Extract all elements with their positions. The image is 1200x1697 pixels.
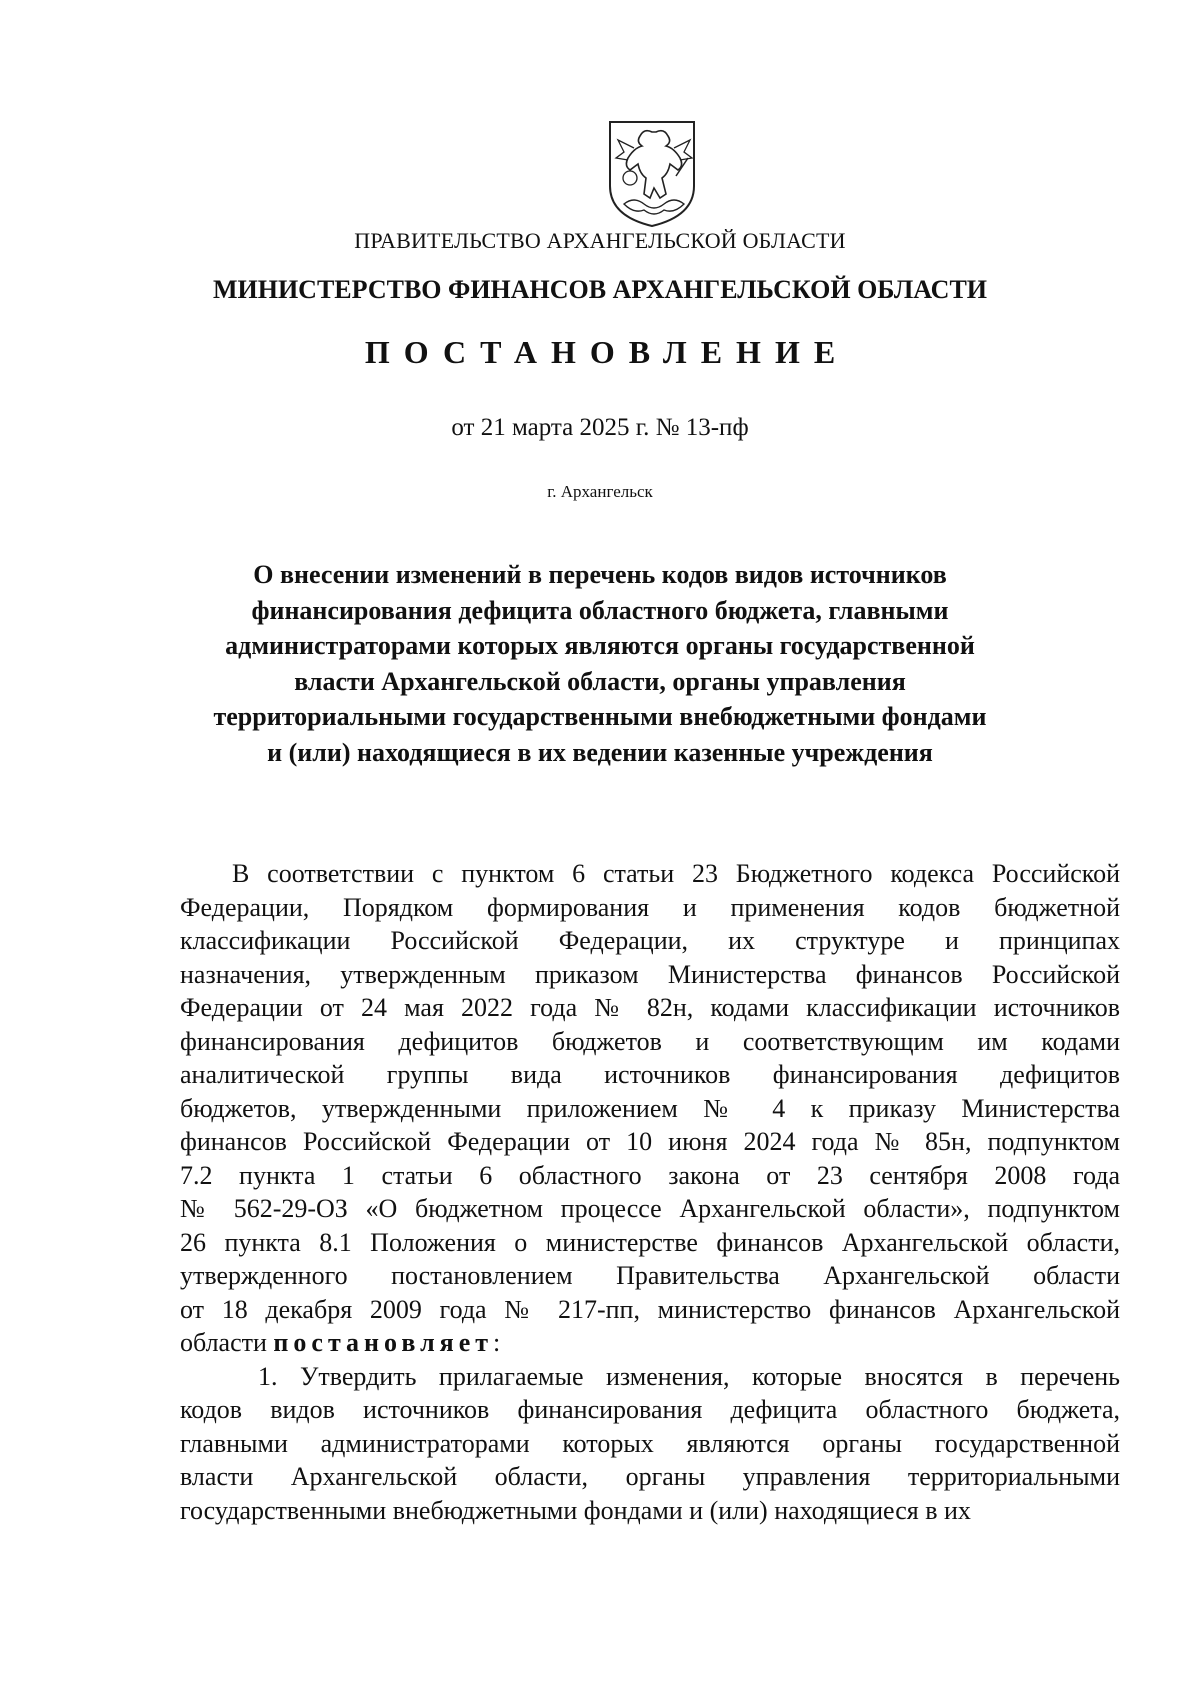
item-line: главными администраторами которых являются органы государственной <box>180 1428 1120 1458</box>
body-line: № 562-29-ОЗ «О бюджетном процессе Архангельской области», подпунктом <box>180 1194 1120 1223</box>
body-line: утвержденного постановлением Правительства Архангельской области <box>180 1261 1120 1290</box>
title-line: и (или) находящиеся в их ведении казенные учреждения <box>267 737 933 767</box>
title-line: территориальными государственными внебюджетными фондами <box>213 702 987 731</box>
document-type: ПОСТАНОВЛЕНИЕ <box>364 334 850 370</box>
body-line: В соответствии с пунктом 6 статьи 23 Бюджетного кодекса Российской <box>232 859 1120 888</box>
title-line: О внесении изменений в перечень кодов видов источников <box>253 560 947 589</box>
body-line: аналитической группы вида источников финансирования дефицитов <box>180 1060 1120 1089</box>
item-line: государственными внебюджетными фондами и (или) находящиеся в их <box>180 1495 971 1525</box>
government-name: ПРАВИТЕЛЬСТВО АРХАНГЕЛЬСКОЙ ОБЛАСТИ <box>354 228 846 253</box>
item-line: 1. Утвердить прилагаемые изменения, которые вносятся в перечень <box>258 1361 1120 1391</box>
document-city: г. Архангельск <box>547 482 653 501</box>
body-line: бюджетов, утвержденными приложением № 4 к приказу Министерства <box>180 1093 1120 1123</box>
resolve-line <box>180 1326 1120 1360</box>
title-line: финансирования дефицита областного бюджета, главными <box>251 595 949 625</box>
resolve-word: постановляет <box>273 1328 494 1357</box>
title-line: власти Архангельской области, органы управления <box>294 666 906 696</box>
body-line: Федерации, Порядком формирования и применения кодов бюджетной <box>180 892 1120 922</box>
item-line: власти Архангельской области, органы управления территориальными <box>180 1462 1120 1491</box>
body-line: финансирования дефицитов бюджетов и соответствующим им кодами <box>180 1026 1120 1056</box>
body-line: классификации Российской Федерации, их структуре и принципах <box>180 926 1120 955</box>
document-date-number: от 21 марта 2025 г. № 13-пф <box>451 414 749 441</box>
title-line: администраторами которых являются органы государственной <box>225 631 975 660</box>
document-title <box>190 557 1010 770</box>
item-line: кодов видов источников финансирования дефицита областного бюджета, <box>180 1395 1120 1424</box>
body-line: финансов Российской Федерации от 10 июня 2024 года № 85н, подпунктом <box>180 1127 1120 1156</box>
coat-of-arms-emblem <box>604 118 700 230</box>
resolve-suffix: : <box>493 1328 501 1357</box>
body-line: от 18 декабря 2009 года № 217-пп, министерство финансов Архангельской <box>180 1294 1120 1324</box>
document-body <box>180 857 1120 1527</box>
body-line: Федерации от 24 мая 2022 года № 82н, кодами классификации источников <box>180 993 1120 1022</box>
body-line: 26 пункта 8.1 Положения о министерстве финансов Архангельской области, <box>180 1227 1120 1257</box>
resolve-prefix: области <box>180 1328 274 1357</box>
body-line: 7.2 пункта 1 статьи 6 областного закона от 23 сентября 2008 года <box>180 1160 1120 1190</box>
body-line: назначения, утвержденным приказом Министерства финансов Российской <box>180 959 1120 989</box>
ministry-name: МИНИСТЕРСТВО ФИНАНСОВ АРХАНГЕЛЬСКОЙ ОБЛАСТИ <box>212 275 988 304</box>
